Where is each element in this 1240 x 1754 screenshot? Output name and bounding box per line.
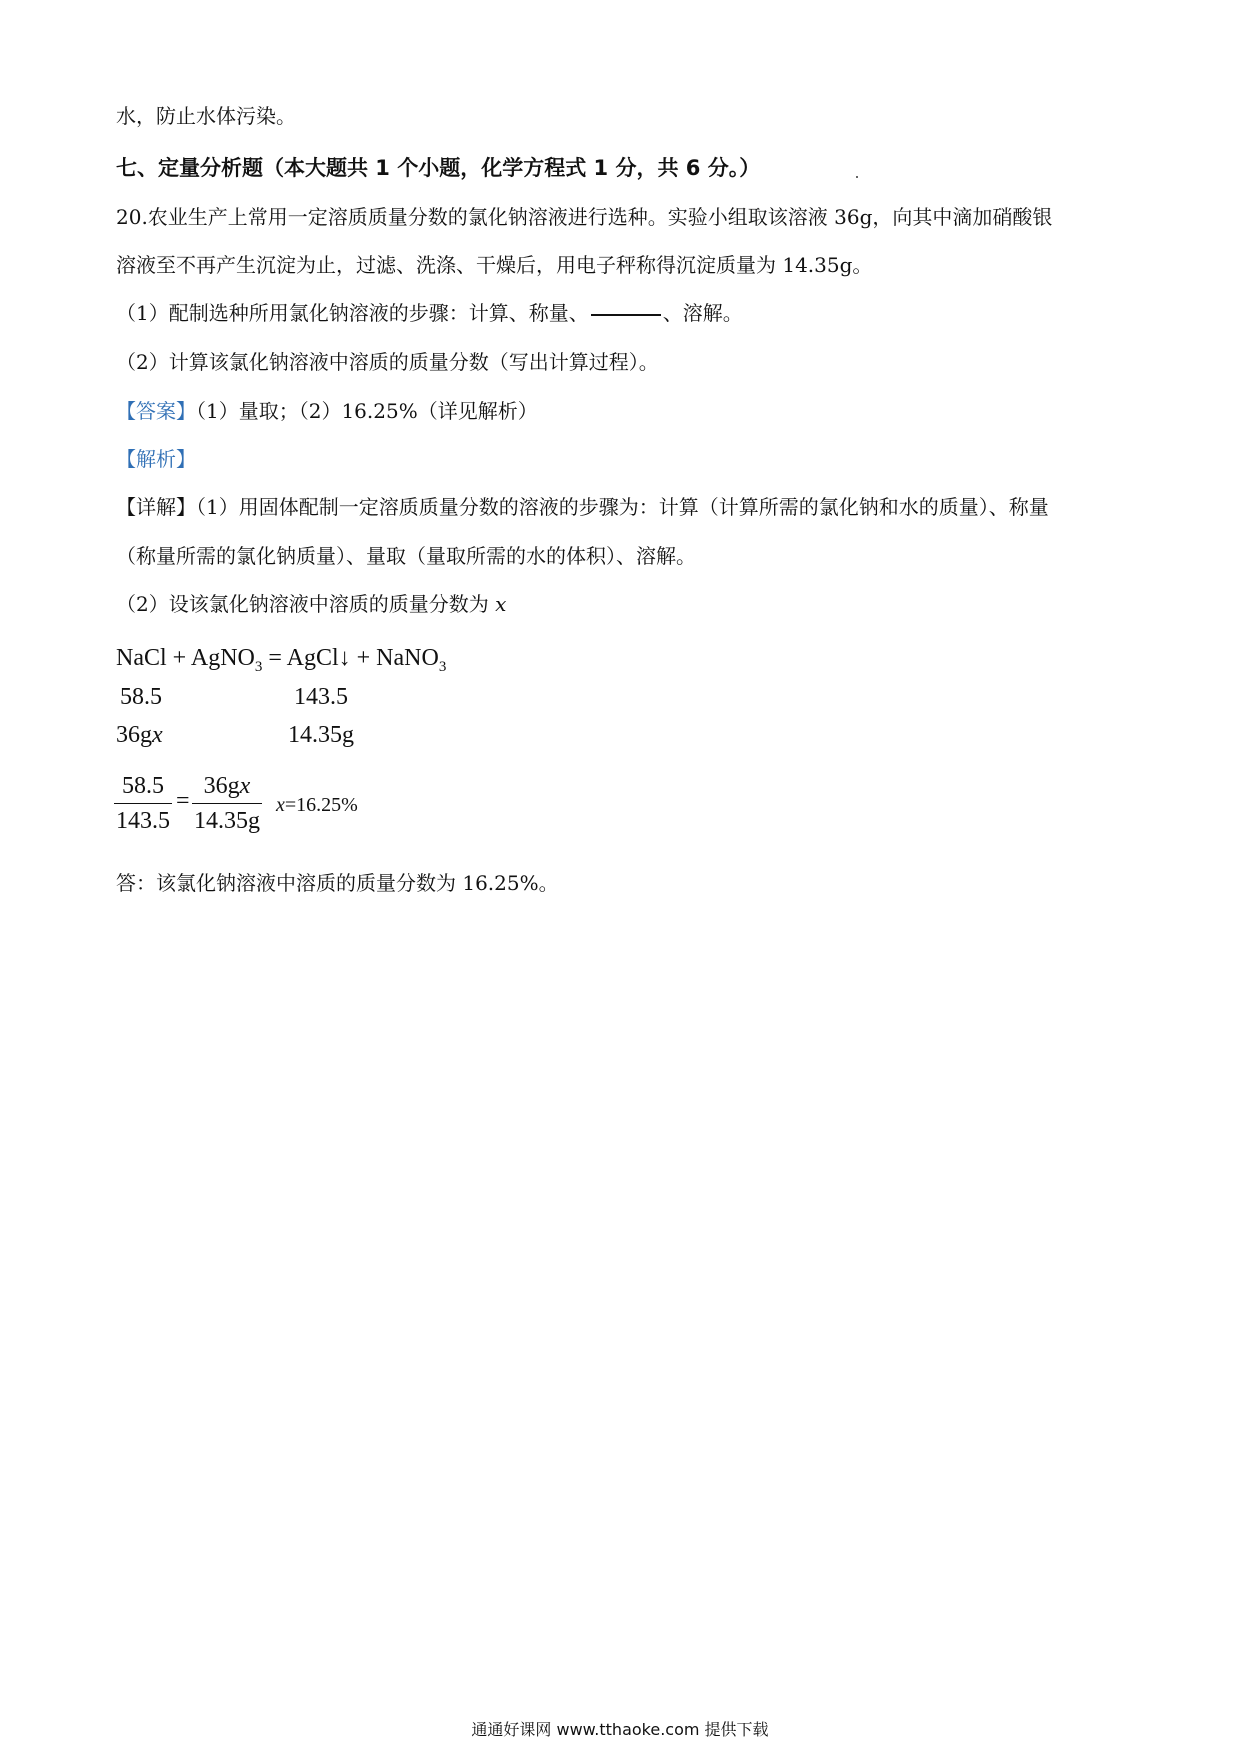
fraction-numerator: 58.5: [122, 773, 164, 799]
result-percentage: =16.25%: [284, 794, 358, 816]
ratio-nacl-molar: 58.5: [120, 684, 162, 710]
fraction-numerator: [192, 771, 262, 801]
detail-text-1: （1）用固体配制一定溶质质量分数的溶液的步骤为：计算（计算所需的氯化钠和水的质量）、称量: [196, 495, 1049, 519]
equals-sign: =: [262, 645, 287, 671]
ratio-agcl-mass: 14.35g: [288, 722, 354, 748]
analysis-tag: 【解析】: [116, 447, 196, 471]
detail-text-3: （2）设该氯化钠溶液中溶质的质量分数为: [116, 592, 496, 616]
formula-nano3-base: NaNO: [376, 645, 439, 671]
section-heading: 七、定量分析题（本大题共 1 个小题，化学方程式 1 分，共 6 分。）: [116, 156, 761, 180]
fraction-denominator: 143.5: [116, 808, 170, 834]
subscript-3b: 3: [438, 659, 447, 675]
formula-agno3-base: AgNO: [190, 645, 255, 671]
subquestion-1-tail: 、溶解。: [662, 301, 743, 325]
formula-agcl: AgCl: [286, 645, 339, 671]
equals-sign: =: [176, 788, 190, 814]
plus-sign-2: +: [350, 645, 377, 671]
fraction-bar: [114, 803, 172, 804]
ratio-nacl-mass: [116, 720, 163, 750]
variable-x: x: [495, 592, 507, 616]
precipitate-arrow-icon: ↓: [338, 645, 351, 671]
variable-x: x: [276, 794, 285, 816]
detail-tag: 【详解】: [116, 495, 196, 519]
formula-nano3: [376, 645, 447, 675]
subquestion-1: [116, 300, 743, 326]
variable-x: x: [152, 722, 163, 748]
formula-nacl: NaCl: [116, 645, 167, 671]
fraction-denominator: 14.35g: [194, 808, 260, 834]
detail-line-1: [116, 494, 1049, 520]
text-line-continuation: 水，防止水体污染。: [116, 104, 296, 128]
fraction-bar: [192, 803, 262, 804]
footer-source: 通通好课网 www.tthaoke.com 提供下载: [471, 1720, 769, 1739]
fraction-mass-ratio: [192, 771, 262, 836]
subscript-3: 3: [254, 659, 263, 675]
answer-tag: 【答案】: [116, 399, 196, 423]
answer-text: （1）量取；（2）16.25%（详见解析）: [196, 399, 538, 423]
chemical-equation: [116, 643, 446, 682]
detail-line-3: [116, 591, 506, 617]
ratio-agcl-molar: 143.5: [294, 684, 348, 710]
fraction-molar-ratio: [114, 771, 172, 836]
subquestion-2: （2）计算该氯化钠溶液中溶质的质量分数（写出计算过程）。: [116, 350, 659, 374]
answer-line: [116, 398, 538, 424]
conclusion-line: 答：该氯化钠溶液中溶质的质量分数为 16.25%。: [116, 871, 559, 895]
result-value: [276, 794, 358, 817]
fill-in-blank: [591, 314, 661, 316]
plus-sign: +: [166, 645, 191, 671]
question-20-line-2: 溶液至不再产生沉淀为止，过滤、洗涤、干燥后，用电子秤称得沉淀质量为 14.35g。: [116, 253, 873, 277]
variable-x: x: [239, 773, 251, 799]
fraction-numerator-value: 36g: [203, 773, 240, 799]
question-20-line-1: 20.农业生产上常用一定溶质质量分数的氯化钠溶液进行选种。实验小组取该溶液 36g，向其中滴加硝酸银: [116, 205, 1053, 229]
stray-dot: [856, 176, 858, 178]
ratio-nacl-mass-value: 36g: [116, 722, 152, 748]
subquestion-1-text: （1）配制选种所用氯化钠溶液的步骤：计算、称量、: [116, 301, 589, 325]
detail-line-2: （称量所需的氯化钠质量）、量取（量取所需的水的体积）、溶解。: [116, 544, 696, 568]
formula-agno3: [190, 645, 263, 675]
